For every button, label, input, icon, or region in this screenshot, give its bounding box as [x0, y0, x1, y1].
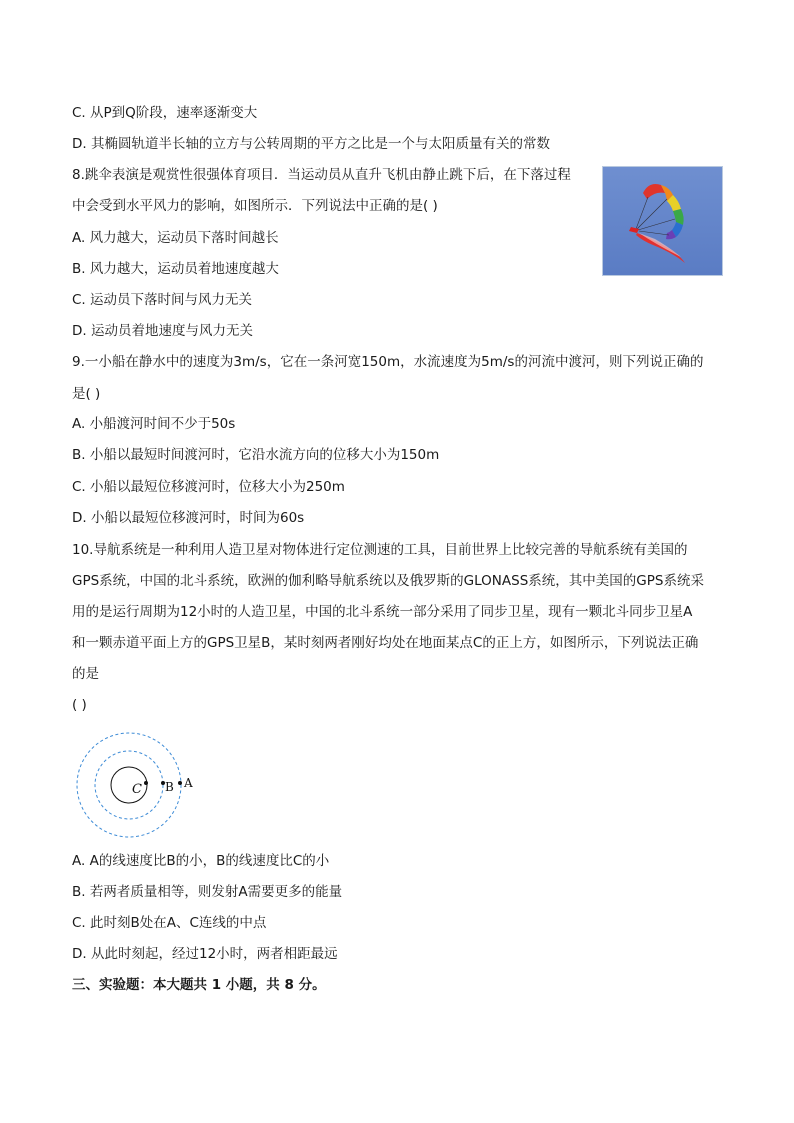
q9-option-d: D. 小船以最短位移渡河时，时间为60s — [72, 510, 305, 526]
inner-orbit — [95, 751, 163, 819]
q8-option-d: D. 运动员着地速度与风力无关 — [72, 323, 253, 339]
point-a — [178, 781, 182, 785]
q10-stem-line5: 的是 — [72, 666, 99, 682]
q7-option-c: C. 从P到Q阶段，速率逐渐变大 — [72, 105, 258, 121]
q10-option-b: B. 若两者质量相等，则发射A需要更多的能量 — [72, 884, 343, 900]
q10-stem-line2: GPS系统，中国的北斗系统，欧洲的伽利略导航系统以及俄罗斯的GLONASS系统，其中美国的GPS系统采 — [72, 573, 704, 589]
q10-stem-line3: 用的是运行周期为12小时的人造卫星，中国的北斗系统一部分采用了同步卫星，现有一颗北斗同步卫星A — [72, 604, 693, 620]
q7-option-d: D. 其椭圆轨道半长轴的立方与公转周期的平方之比是一个与太阳质量有关的常数 — [72, 136, 550, 152]
q9-option-a: A. 小船渡河时间不少于50s — [72, 416, 236, 432]
q8-option-a: A. 风力越大，运动员下落时间越长 — [72, 230, 279, 246]
q9-stem-line2: 是( ) — [72, 386, 101, 402]
q10-stem-line4: 和一颗赤道平面上方的GPS卫星B，某时刻两者刚好均处在地面某点C的正上方，如图所示，下列说法正确 — [72, 635, 699, 651]
q9-stem-line1: 9.一小船在静水中的速度为3m/s，它在一条河宽150m，水流速度为5m/s的河流中渡河，则下列说正确的 — [72, 354, 704, 370]
q10-option-c: C. 此时刻B处在A、C连线的中点 — [72, 915, 267, 931]
q8-stem-line1: 8.跳伞表演是观赏性很强体育项目．当运动员从直升飞机由静止跳下后，在下落过程 — [72, 167, 571, 183]
q10-stem-line1: 10.导航系统是一种利用人造卫星对物体进行定位测速的工具，目前世界上比较完善的导航系统有美国的 — [72, 542, 688, 558]
section-3-heading: 三、实验题：本大题共 1 小题，共 8 分。 — [72, 977, 326, 993]
q10-option-a: A. A的线速度比B的小，B的线速度比C的小 — [72, 853, 330, 869]
q10-answer-bracket: ( ) — [72, 697, 87, 713]
label-b: B — [165, 780, 174, 794]
parachute-photo — [602, 166, 723, 276]
label-a: A — [184, 776, 193, 790]
label-c: C — [132, 782, 142, 797]
q8-option-c: C. 运动员下落时间与风力无关 — [72, 292, 253, 308]
satellite-orbit-diagram — [72, 730, 212, 838]
point-c — [144, 781, 148, 785]
q8-stem-line2: 中会受到水平风力的影响，如图所示．下列说法中正确的是( ) — [72, 198, 438, 214]
q8-option-b: B. 风力越大，运动员着地速度越大 — [72, 261, 279, 277]
q10-option-d: D. 从此时刻起，经过12小时，两者相距最远 — [72, 946, 338, 962]
q9-option-c: C. 小船以最短位移渡河时，位移大小为250m — [72, 479, 345, 495]
q9-option-b: B. 小船以最短时间渡河时，它沿水流方向的位移大小为150m — [72, 447, 440, 463]
